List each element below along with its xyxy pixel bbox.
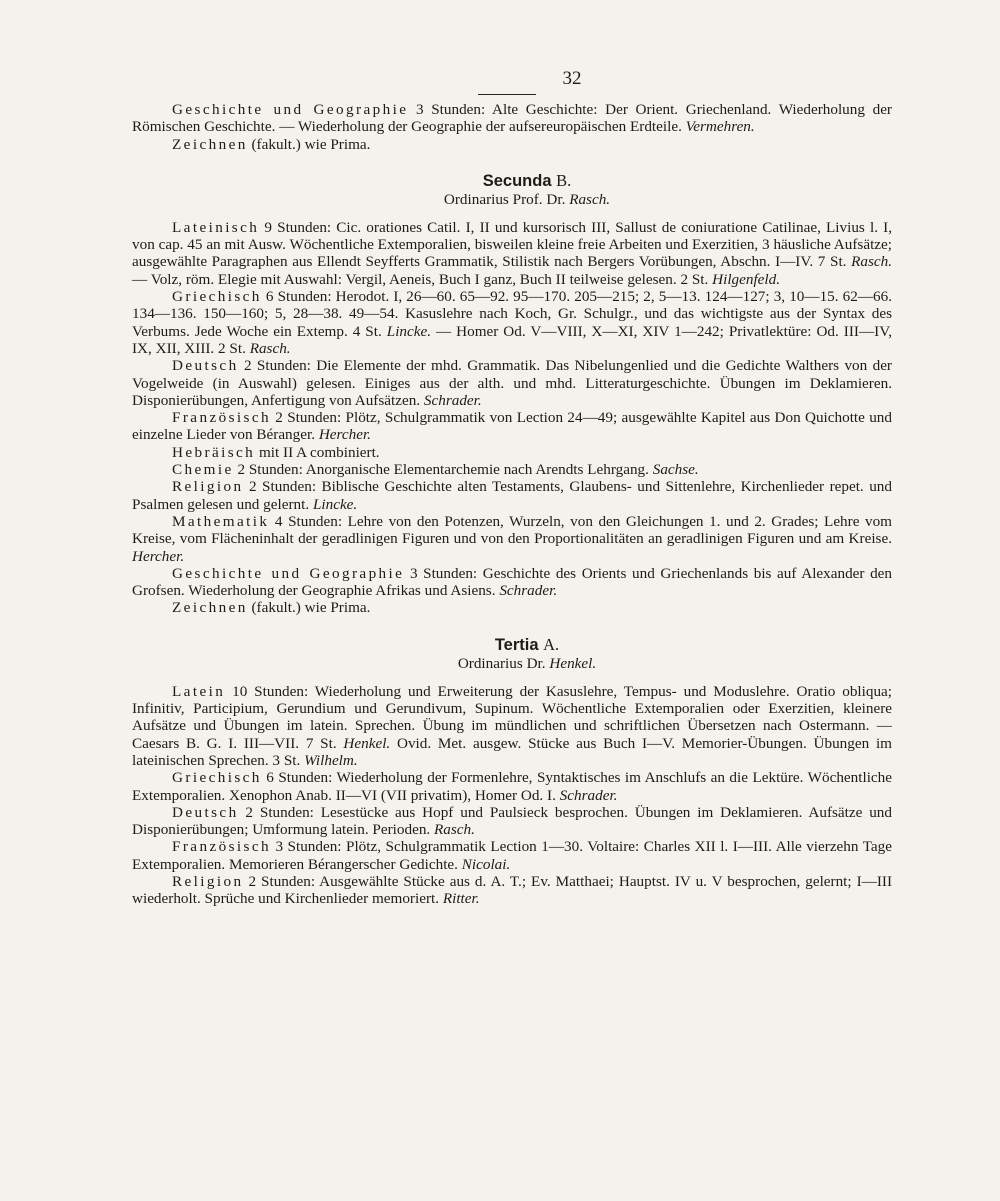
subject-paragraph [132, 769, 892, 804]
subject-name: Geschichte und Geographie [172, 101, 409, 118]
ordinarius-line [132, 655, 892, 673]
subject-name: Hebräisch [172, 443, 256, 461]
subject-name: Chemie [172, 461, 234, 479]
teacher-name: Rasch. [851, 253, 892, 271]
paragraph-text: 3 Stunden: Alte Geschichte: Der Orient. Griechenland. Wiederholung der Römischen Geschichte. — Wiederholung der Geographie der aufsereuropäischen Erdteile. [132, 101, 892, 136]
section-title-letter: B. [556, 170, 572, 190]
teacher-name: Lincke. [312, 495, 358, 513]
section-title-letter: A. [543, 634, 560, 654]
subject-paragraph [132, 683, 892, 769]
teacher-name-2: Hilgenfeld. [712, 270, 781, 288]
ordinarius-label: Ordinarius Dr. [457, 654, 546, 672]
subject-name: Lateinisch [172, 218, 260, 236]
ordinarius-line [132, 191, 892, 209]
subject-name: Zeichnen [172, 599, 248, 617]
teacher-name: Rasch. [434, 821, 475, 839]
subject-paragraph [132, 513, 892, 565]
intro-block [132, 101, 892, 153]
teacher-name: Nicolai. [461, 855, 511, 873]
subject-name: Religion [172, 872, 244, 890]
ordinarius-name: Henkel. [549, 654, 597, 672]
subject-name: Mathematik [172, 512, 270, 530]
paragraph-text: mit II A combiniert. [255, 443, 380, 461]
teacher-name-2: Wilhelm. [304, 751, 358, 769]
teacher-name: Hercher. [132, 547, 185, 565]
paragraph-text: 2 Stunden: Die Elemente der mhd. Grammatik. Das Nibelungenlied und die Gedichte Walthers von der Vogelweide (in Auswahl) gelesen. Einiges aus der alth. und mhd. Litteraturgeschichte. Übungen im Deklamieren. Disponierübungen, Anfertigung von Aufsätzen. [132, 357, 892, 409]
teacher-name: Schrader. [423, 391, 482, 409]
subject-name: Griechisch [172, 288, 262, 306]
paragraph-text: 6 Stunden: Herodot. I, 26—60. 65—92. 95—170. 205—215; 2, 5—13. 124—127; 3, 10—15. 62—66. 134—136. 150—160; 5, 28—38. 49—54. Kasuslehre nach Koch, Gr. Schulgr., und das wichtigste aus der Syntax des Verbums. Jede Woche ein Extemp. 4 St. [132, 288, 892, 340]
section-title-name: Secunda [482, 171, 552, 190]
section-title [132, 171, 892, 191]
subject-paragraph [132, 873, 892, 908]
subject-paragraph [132, 804, 892, 839]
paragraph-text: (fakult.) wie Prima. [247, 135, 371, 153]
paragraph-text: 9 Stunden: Cic. orationes Catil. I, II und kursorisch III, Sallust de coniuratione Catilinae, Livius l. I, von cap. 45 an mit Ausw. Wöchentliche Extemporalien, bisweilen kleine freie Arbeiten und Exerzitien, 3 häusliche Aufsätze; ausgewählte Paragraphen aus Ellendt Seyfferts Grammatik, Stilistik nach Bergers Vorübungen, Abschn. I—IV. 7 St. [132, 218, 892, 271]
paragraph-text: 2 Stunden: Plötz, Schulgrammatik von Lection 24—49; ausgewählte Kapitel aus Don Quichotte und einzelne Lieder von Béranger. [132, 409, 892, 444]
paragraph-text: 10 Stunden: Wiederholung und Erweiterung der Kasuslehre, Tempus- und Moduslehre. Oratio obliqua; Infinitiv, Participium, Gerundium und Gerundivum, Supinum. Wöchentliche Extemporalien oder Exerzitien, kleinere Aufsätze und Übungen im latein. Sprechen. Übung im mündlichen und schriftlichen Übersetzen nach Ostermann. — Caesars B. G. I. III—VII. 7 St. [132, 682, 892, 752]
ordinarius-name: Rasch. [569, 190, 611, 208]
paragraph-text: 6 Stunden: Wiederholung der Formenlehre, Syntaktisches im Anschlufs an die Lektüre. Wöchentliche Extemporalien. Xenophon Anab. II—VI (VII privatim), Homer Od. I. [132, 769, 892, 804]
paragraph-text-2: Ovid. Met. ausgew. Stücke aus Buch I—V. Memorier-Übungen. Übungen im lateinischen Sprechen. 3 St. [132, 734, 893, 769]
subject-name: Zeichnen [172, 135, 248, 153]
subject-paragraph [132, 357, 892, 409]
subject-paragraph [132, 409, 892, 444]
subject-name: Deutsch [172, 357, 239, 375]
paragraph-text: 2 Stunden: Lesestücke aus Hopf und Paulsieck besprochen. Übungen im Deklamieren. Aufsätze und Disponierübungen; Umformung latein. Perioden. [132, 803, 892, 839]
teacher-name: Henkel. [343, 734, 391, 752]
page-number: 32 [562, 68, 582, 89]
section-title [132, 635, 892, 655]
subject-name: Latein [172, 682, 226, 700]
section-tertia-a [132, 635, 892, 908]
teacher-name: Schrader. [499, 582, 558, 600]
subject-paragraph [132, 599, 892, 616]
subject-name: Griechisch [172, 769, 262, 787]
paragraph-text-2: — Volz, röm. Elegie mit Auswahl: Vergil, Aeneis, Buch I ganz, Buch II teilweise gelesen. 2 St. [132, 270, 713, 288]
subject-paragraph [132, 219, 892, 288]
subject-name: Geschichte und Geographie [172, 564, 405, 582]
teacher-name: Schrader. [559, 786, 618, 804]
subject-paragraph [132, 838, 892, 873]
section-title-name: Tertia [494, 635, 539, 654]
subject-name: Französisch [172, 409, 271, 427]
subject-paragraph [132, 478, 892, 513]
paragraph-text: 3 Stunden: Plötz, Schulgrammatik Lection 1—30. Voltaire: Charles XII l. I—III. Alle vierzehn Tage Extemporalien. Memorieren Bérangerscher Gedichte. [132, 838, 892, 873]
teacher-name: Sachse. [652, 461, 699, 479]
intro-paragraph [132, 101, 892, 136]
subject-name: Französisch [172, 838, 271, 856]
section-secunda-b [132, 171, 892, 617]
teacher-name: Hercher. [318, 426, 371, 444]
paragraph-text-2: — Homer Od. V—VIII, X—XI, XIV 1—242; Privatlektüre: Od. III—IV, IX, XII, XIII. 2 St. [132, 322, 893, 357]
teacher-name: Vermehren. [685, 118, 755, 136]
paragraph-text: (fakult.) wie Prima. [247, 599, 371, 617]
ordinarius-label: Ordinarius Prof. Dr. [443, 190, 566, 208]
subject-paragraph [132, 565, 892, 600]
paragraph-text: 2 Stunden: Anorganische Elementarchemie nach Arendts Lehrgang. [233, 461, 653, 479]
paragraph-text: 2 Stunden: Biblische Geschichte alten Testaments, Glaubens- und Sittenlehre, Kirchenlieder repet. und Psalmen gelesen und gelernt. [132, 478, 892, 513]
page-number-rule [478, 94, 536, 95]
subject-name: Religion [172, 478, 244, 496]
subject-name: Deutsch [172, 803, 239, 821]
intro-paragraph [132, 136, 892, 153]
paragraph-text: 4 Stunden: Lehre von den Potenzen, Wurzeln, von den Gleichungen 1. und 2. Grades; Lehre vom Kreise, vom Flächeninhalt der geradlinigen Figuren und von den Proportionalitäten an geradlinigen Figuren und am Kreise. [132, 512, 892, 548]
teacher-name-2: Rasch. [249, 339, 291, 357]
teacher-name: Lincke. [386, 322, 432, 340]
teacher-name: Ritter. [442, 890, 480, 908]
subject-paragraph [132, 461, 892, 478]
paragraph-text: 2 Stunden: Ausgewählte Stücke aus d. A. T.; Ev. Matthaei; Hauptst. IV u. V besprochen, gelernt; I—III wiederholt. Sprüche und Kirchenlieder memoriert. [132, 872, 892, 908]
paragraph-text: 3 Stunden: Geschichte des Orients und Griechenlands bis auf Alexander den Grofsen. Wiederholung der Geographie Afrikas und Asiens. [132, 564, 893, 600]
subject-paragraph [132, 444, 892, 461]
subject-paragraph [132, 288, 892, 357]
